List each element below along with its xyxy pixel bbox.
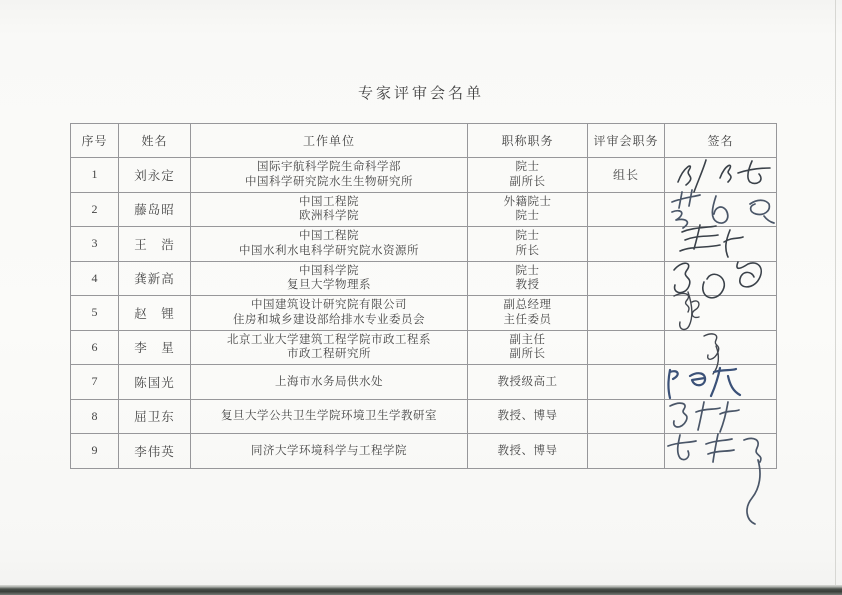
cell-title: 院士 副所长	[468, 158, 588, 193]
header-name: 姓名	[119, 124, 191, 158]
cell-org: 中国科学院 复旦大学物理系	[191, 261, 468, 296]
cell-signature	[665, 330, 777, 365]
cell-title: 副主任 副所长	[468, 330, 588, 365]
cell-org: 中国建筑设计研究院有限公司 住房和城乡建设部给排水专业委员会	[191, 296, 468, 331]
header-title: 职称职务	[468, 124, 588, 158]
cell-no: 7	[71, 365, 119, 400]
header-panel-role: 评审会职务	[588, 124, 665, 158]
cell-title: 教授、博导	[468, 434, 588, 469]
cell-org: 北京工业大学建筑工程学院市政工程系 市政工程研究所	[191, 330, 468, 365]
cell-no: 4	[71, 261, 119, 296]
scan-bottom-shadow	[0, 585, 842, 595]
header-org: 工作单位	[191, 124, 468, 158]
cell-signature	[665, 227, 777, 262]
cell-signature	[665, 434, 777, 469]
table-row	[71, 158, 777, 193]
cell-no: 1	[71, 158, 119, 193]
cell-no: 3	[71, 227, 119, 262]
header-no: 序号	[71, 124, 119, 158]
expert-roster-table	[70, 123, 777, 469]
cell-org: 中国工程院 中国水利水电科学研究院水资源所	[191, 227, 468, 262]
cell-title: 院士 教授	[468, 261, 588, 296]
cell-panel-role	[588, 296, 665, 331]
table-row	[71, 330, 777, 365]
scan-edge-line	[835, 0, 836, 586]
cell-panel-role	[588, 434, 665, 469]
cell-signature	[665, 296, 777, 331]
cell-no: 6	[71, 330, 119, 365]
cell-panel-role	[588, 365, 665, 400]
cell-org: 复旦大学公共卫生学院环境卫生学教研室	[191, 399, 468, 434]
cell-no: 9	[71, 434, 119, 469]
cell-signature	[665, 399, 777, 434]
table-row	[71, 192, 777, 227]
table-header-row	[71, 124, 777, 158]
cell-org: 上海市水务局供水处	[191, 365, 468, 400]
cell-name: 李伟英	[119, 434, 191, 469]
cell-signature	[665, 192, 777, 227]
cell-title: 教授级高工	[468, 365, 588, 400]
cell-name: 藤岛昭	[119, 192, 191, 227]
cell-name: 王 浩	[119, 227, 191, 262]
cell-panel-role: 组长	[588, 158, 665, 193]
cell-signature	[665, 158, 777, 193]
cell-title: 外籍院士 院士	[468, 192, 588, 227]
cell-org: 中国工程院 欧洲科学院	[191, 192, 468, 227]
cell-no: 2	[71, 192, 119, 227]
page-title: 专家评审会名单	[357, 86, 484, 102]
cell-name: 屈卫东	[119, 399, 191, 434]
cell-title: 教授、博导	[468, 399, 588, 434]
cell-panel-role	[588, 227, 665, 262]
cell-no: 8	[71, 399, 119, 434]
cell-name: 李 星	[119, 330, 191, 365]
cell-signature	[665, 261, 777, 296]
cell-org: 国际宇航科学院生命科学部 中国科学研究院水生生物研究所	[191, 158, 468, 193]
cell-no: 5	[71, 296, 119, 331]
cell-panel-role	[588, 330, 665, 365]
cell-panel-role	[588, 192, 665, 227]
table-row	[71, 261, 777, 296]
cell-name: 龚新高	[119, 261, 191, 296]
cell-panel-role	[588, 399, 665, 434]
table-row	[71, 227, 777, 262]
cell-panel-role	[588, 261, 665, 296]
cell-name: 刘永定	[119, 158, 191, 193]
cell-signature	[665, 365, 777, 400]
table-row	[71, 399, 777, 434]
table-row	[71, 434, 777, 469]
cell-title: 副总经理 主任委员	[468, 296, 588, 331]
header-signature: 签名	[665, 124, 777, 158]
table-row	[71, 365, 777, 400]
cell-name: 赵 锂	[119, 296, 191, 331]
cell-title: 院士 所长	[468, 227, 588, 262]
table-row	[71, 296, 777, 331]
cell-org: 同济大学环境科学与工程学院	[191, 434, 468, 469]
cell-name: 陈国光	[119, 365, 191, 400]
